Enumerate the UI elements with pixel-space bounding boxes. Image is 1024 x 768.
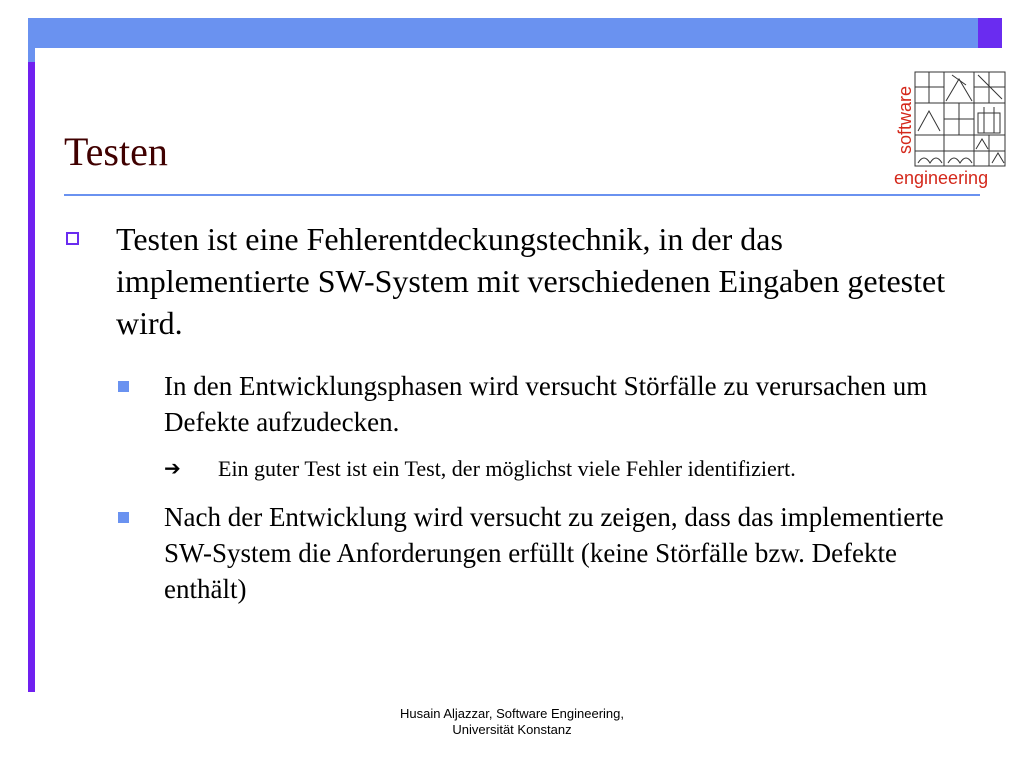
bullet-level2-text-2: Nach der Entwicklung wird versucht zu zeigen, dass das implementierte SW-System die Anforderungen erfüllt (keine Störfälle bzw. Defekte enthält)	[164, 502, 944, 604]
software-engineering-logo	[890, 68, 1010, 190]
logo-software-text: software	[895, 85, 915, 155]
filled-square-bullet-icon	[118, 381, 129, 392]
footer-line-2: Universität Konstanz	[452, 722, 572, 737]
logo-engineering-text: engineering	[894, 168, 989, 188]
arrow-right-icon: ➔	[164, 456, 181, 480]
hollow-square-bullet-icon	[66, 232, 79, 245]
logo-grid-icon	[914, 71, 1006, 167]
left-accent-bar	[28, 62, 35, 692]
slide-title: Testen	[64, 129, 168, 174]
left-accent-bar-top	[28, 48, 35, 62]
filled-square-bullet-icon	[118, 512, 129, 523]
footer-line-1: Husain Aljazzar, Software Engineering,	[399, 706, 624, 721]
bullet-level3-text: Ein guter Test ist ein Test, der möglichst viele Fehler identifiziert.	[218, 456, 796, 481]
bullet-level1-text: Testen ist eine Fehlerentdeckungstechnik, in der das implementierte SW-System mit verschiedenen Eingaben getestet wird.	[116, 221, 946, 341]
bullet-level2-text-1: In den Entwicklungsphasen wird versucht Störfälle zu verursachen um Defekte aufzudecken.	[164, 371, 928, 437]
top-accent-bar	[28, 18, 978, 48]
title-divider	[64, 194, 980, 196]
top-accent-square	[978, 18, 1002, 48]
slide-footer	[362, 706, 662, 738]
